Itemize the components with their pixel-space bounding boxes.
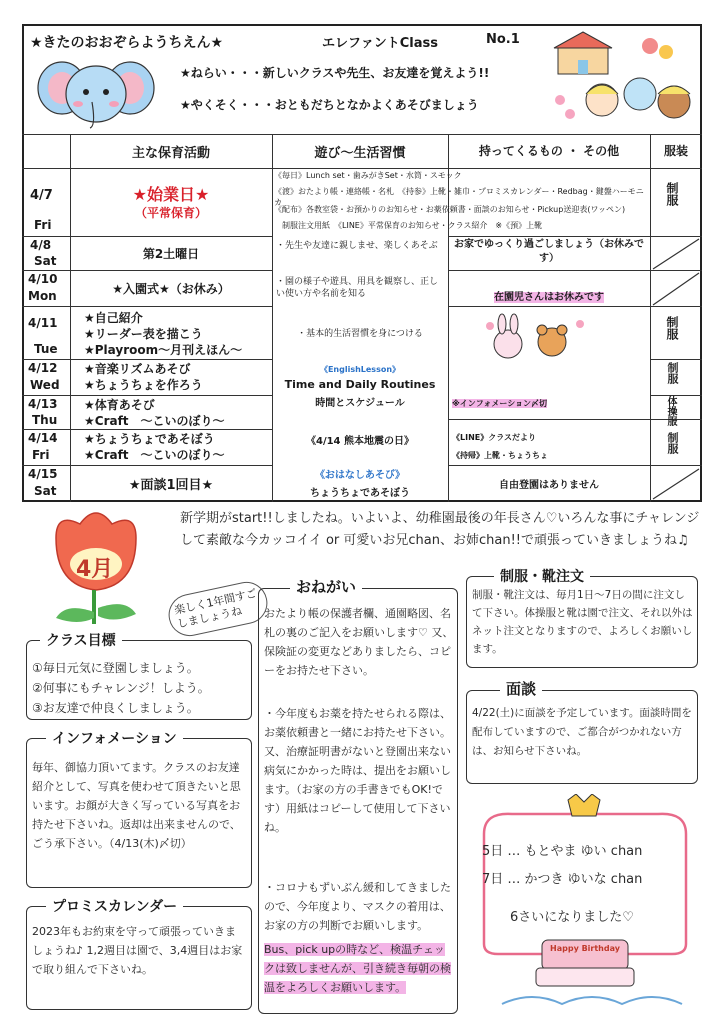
play-item-4: Time and Daily Routines — [284, 378, 436, 391]
bring-fri-line: 《LINE》クラスだより — [452, 433, 536, 442]
bring-first-1: 《渡》おたより帳・連絡帳・名札 《持参》上靴・雑巾・プロミスカレンダー・Redbag・鍵盤ハーモニカ — [274, 187, 644, 207]
promise-calendar-title: プロミスカレンダー — [46, 896, 183, 916]
bring-thu: ※インフォメーション〆切 — [452, 399, 548, 408]
promise-text: ★やくそく・・・おともだちとなかよくあそびましょう — [180, 98, 479, 112]
uniform-empty-marks — [651, 237, 701, 307]
date-2: 4/10 — [28, 272, 58, 286]
issue-number: No.1 — [486, 32, 520, 47]
onegai-text-4: Bus、pick upの時など、検温チェックは致しませんが、引き続き毎朝の検温をよろしくお願いします。 — [264, 943, 451, 994]
activity-0: ★始業日★ — [132, 185, 210, 204]
activity-7: ★面談1回目★ — [128, 478, 214, 493]
birthday-frame — [472, 794, 698, 1016]
kids-school-illustration — [540, 30, 698, 130]
col-header-uniform: 服装 — [663, 144, 688, 158]
day-0: Fri — [34, 218, 52, 232]
day-3: Tue — [34, 342, 58, 356]
col-header-activity: 主な保育活動 — [131, 146, 210, 161]
speech-bubble: 楽しく1年間すごしましょうね — [165, 578, 272, 640]
month-label: 4月 — [76, 557, 114, 582]
class-goal-item: ①毎日元気に登園しましょう。 — [32, 661, 199, 675]
day-6: Fri — [32, 448, 50, 462]
play-item-3: 《EnglishLesson》 — [319, 365, 401, 374]
rabbit-bear-illustration — [480, 312, 590, 362]
play-item-0: ・先生や友達に親しませ、楽しくあそぶ — [276, 241, 438, 251]
school-name: ★きたのおおぞらようちえん★ — [30, 35, 224, 51]
class-name: エレファントClass — [322, 36, 438, 51]
play-item-5: 時間とスケジュール — [315, 398, 405, 409]
uniform-order-title: 制服・靴注文 — [494, 566, 590, 586]
col-header-bring: 持ってくるもの ・ その他 — [478, 144, 620, 158]
promise-calendar-text: 2023年もお約束を守って頑張っていきましょうね♪ 1,2週目は園で、3,4週目はお家で取り組んで下さいね。 — [32, 925, 243, 976]
aim-text: ★ねらい・・・新しいクラスや先生、お友達を覚えよう!! — [180, 66, 490, 80]
date-3: 4/11 — [28, 316, 58, 330]
uniform-0: 制服 — [665, 182, 679, 206]
uniform-empty-mark-sat — [651, 466, 701, 501]
play-item-1: ・園の様子や遊具、用具を観察し、正しい使い方や名前を知る — [276, 277, 439, 299]
play-item-8: ちょうちょであそぼう — [310, 488, 410, 499]
day-2: Mon — [28, 289, 57, 303]
class-goal-item: ③お友達で仲良くしましょう。 — [32, 701, 199, 715]
onegai-title: おねがい — [290, 576, 362, 597]
birthday-line-3: 6さいになりました♡ — [510, 910, 634, 925]
bring-sat2: 自由登園はありません — [499, 480, 599, 491]
uniform-order-text: 制服・靴注文は、毎月1日～7日の間に注文して下さい。体操服と靴は園で注文、それ以外はネット注文となりますので、よろしくお願いします。 — [472, 589, 693, 655]
uniform-3: 制服 — [665, 316, 679, 340]
day-1: Sat — [34, 254, 57, 268]
play-item-2: ・基本的生活習慣を身につける — [297, 329, 423, 339]
bring-first-2: 《配布》各教室袋・お預かりのお知らせ・お薬依頼書・面談のお知らせ・Pickup送迎表(ワッペン) — [274, 205, 626, 214]
activity-6: ★ちょうちょであそぼう ★Craft ～こいのぼり～ — [84, 432, 225, 462]
activity-4: ★音楽リズムあそび ★ちょうちょを作ろう — [84, 362, 203, 392]
onegai-text-1: おたより帳の保護者欄、通園略図、名札の裏のご記入をお願いします♡ 又、保険証の変更などありましたら、コピーをお持たせ下さい。 — [264, 607, 454, 677]
information-title: インフォメーション — [46, 728, 183, 748]
elephant-illustration — [36, 54, 156, 132]
date-7: 4/15 — [28, 467, 58, 481]
day-4: Wed — [30, 378, 60, 392]
date-6: 4/14 — [28, 431, 58, 445]
interview-title: 面談 — [500, 678, 542, 699]
activity-1: 第2土曜日 — [142, 247, 200, 261]
class-goal-list — [32, 658, 210, 718]
bring-sat: お家でゆっくり過ごしましょう（お休みです） — [454, 239, 644, 264]
intro-text: 新学期がstart!!しましたね。いよいよ、幼稚園最後の年長さん♡いろんな事にチャレンジして素敵な今カッコイイ or 可愛いお兄chan、お姉chan!!で頑張っていきましょうね♫ — [180, 511, 700, 548]
birthday-line-1: 5日 … もとやま ゆい chan — [482, 844, 643, 859]
date-5: 4/13 — [28, 397, 58, 411]
play-item-6: 《4/14 熊本地震の日》 — [305, 436, 414, 447]
activity-2: ★入園式★（お休み） — [112, 282, 230, 296]
date-4: 4/12 — [28, 361, 58, 375]
information-text: 毎年、御協力頂いてます。クラスのお友達紹介として、写真を使わせて頂きたいと思います。お顔が大きく写っている写真をお持たせ下さいね。返却は出来ませんので、ごう承下さい。（4/13(木)〆切） — [32, 761, 241, 850]
date-0: 4/7 — [30, 188, 53, 203]
bring-fri-return: 《持帰》上靴・ちょうちょ — [452, 451, 548, 460]
interview-text: 4/22(土)に面談を予定しています。面談時間を配布していますので、ご都合がつかれない方は、お知らせ下さいね。 — [472, 707, 692, 757]
col-header-play: 遊び～生活習慣 — [314, 146, 406, 161]
bring-first-0: 《毎日》Lunch set・歯みがきSet・水筒・スモック — [274, 171, 462, 180]
uniform-6: 制服 — [666, 432, 679, 454]
day-5: Thu — [32, 413, 58, 427]
activity-5: ★体育あそび ★Craft ～こいのぼり～ — [84, 398, 225, 428]
date-1: 4/8 — [30, 238, 52, 252]
uniform-5: 体操服 — [665, 396, 676, 426]
bring-first-3: 制服注文用紙 《LINE》平常保育のお知らせ・クラス紹介 ※《預》上靴 — [282, 221, 543, 230]
class-goal-title: クラス目標 — [40, 630, 122, 650]
onegai-text-3: ・コロナもずいぶん緩和してきましたので、今年度より、マスクの着用は、お家の方の判断でお願いします。 — [264, 881, 451, 932]
class-goal-item: ②何事にもチャレンジ！しよう。 — [32, 681, 210, 695]
uniform-4: 制服 — [666, 362, 679, 384]
activity-0-sub: （平常保育） — [134, 206, 207, 220]
cake-text: Happy Birthday — [550, 944, 620, 953]
bring-mon: 在園児さんはお休みです — [494, 292, 604, 303]
birthday-line-2: 7日 … かつき ゆいな chan — [482, 872, 643, 887]
play-item-7: 《おはなしあそび》 — [314, 470, 406, 481]
activity-3: ★自己紹介 ★リーダー表を描こう ★Playroom～月刊えほん～ — [84, 311, 243, 357]
day-7: Sat — [34, 484, 57, 498]
onegai-text-2: ・今年度もお薬を持たせられる際は、お薬依頼書と一緒にお持たせ下さい。又、治療証明書がないと登園出来ない病気にかかった時は、提出をお願いします。（お家の方の手書きでもOK!です）用紙はコピーして使用して下さいね。 — [264, 707, 451, 834]
